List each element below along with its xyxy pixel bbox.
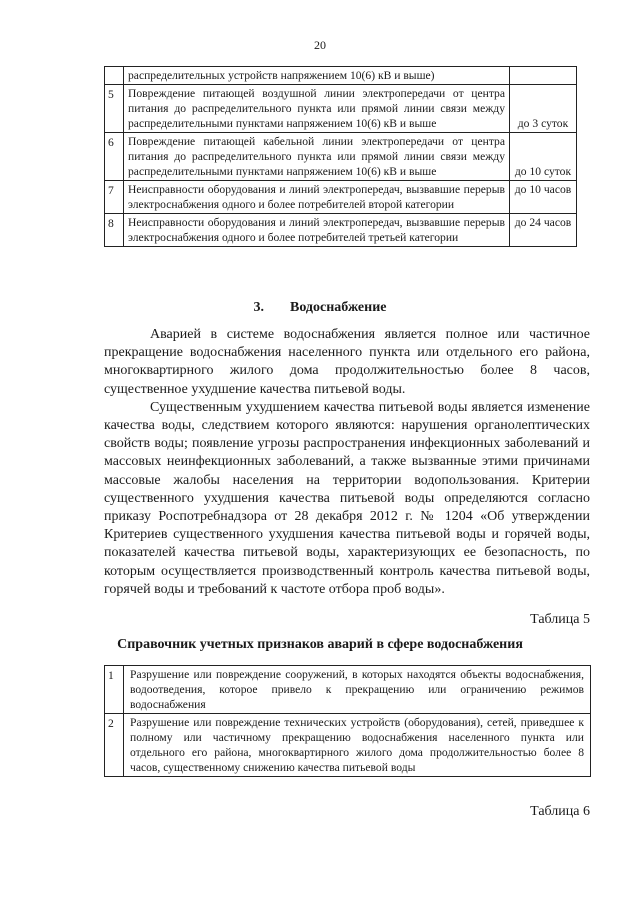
paragraph: Аварией в системе водоснабжения является полное или частичное прекращение водоснабжения населенного пункта или отдельного его района, многоквартирного жилого дома продолжительностью более 8 часов, существенное ухудшение качества питьевой воды. <box>104 327 590 397</box>
table-row <box>105 67 577 85</box>
row-duration: до 10 суток <box>510 133 577 181</box>
table-row <box>105 181 577 214</box>
row-description: Неисправности оборудования и линий электропередач, вызвавшие перерыв электроснабжения одного и более потребителей третьей категории <box>124 214 510 247</box>
row-number: 2 <box>105 714 124 777</box>
row-description: Разрушение или повреждение сооружений, в которых находятся объекты водоснабжения, водоотведения, которое привело к прекращению или ограничению режимов водоснабжения <box>124 666 591 714</box>
row-duration: до 10 часов <box>510 181 577 214</box>
page-number: 20 <box>314 38 326 52</box>
water-accident-table <box>104 665 591 777</box>
row-number: 1 <box>105 666 124 714</box>
paragraph: Существенным ухудшением качества питьевой воды является изменение качества воды, следствием которого являются: нарушения органолептических свойств воды; появление угрозы распространения инфекционных заболеваний и массовых неинфекционных заболеваний, а также вызванные этими причинами массовые жалобы населения на территории водопользования. Критерии существенного ухудшения качества питьевой воды определяются согласно приказу Роспотребнадзора от 28 декабря 2012 г. № 1204 «Об утверждении Критериев существенного ухудшения качества питьевой воды и горячей воды, показателей качества питьевой воды, характеризующих ее безопасность, по которым осуществляется производственный контроль качества питьевой воды, горячей воды и требований к частоте отбора проб воды». <box>104 399 590 597</box>
row-description: Повреждение питающей кабельной линии электропередачи от центра питания до распределительного пункта или прямой линии связи между распределительными пунктами напряжением 10(6) кВ и выше <box>124 133 510 181</box>
row-duration: до 3 суток <box>510 85 577 133</box>
section-title: Водоснабжение <box>290 300 387 315</box>
row-number: 7 <box>105 181 124 214</box>
section-number: 3. <box>253 300 264 315</box>
row-number: 6 <box>105 133 124 181</box>
table-row <box>105 714 591 777</box>
section-heading <box>0 300 640 316</box>
body-text <box>104 326 590 599</box>
table-row <box>105 133 577 181</box>
table-caption: Таблица 6 <box>530 804 590 819</box>
row-description: Неисправности оборудования и линий электропередач, вызвавшие перерыв электроснабжения одного и более потребителей второй категории <box>124 181 510 214</box>
row-description: Разрушение или повреждение технических устройств (оборудования), сетей, приведшее к полному или частичному прекращению водоснабжения населенного пункта или отдельного его района, многоквартирного жилого дома продолжительностью более 8 часов, существенному снижению качества питьевой воды <box>124 714 591 777</box>
table-row <box>105 666 591 714</box>
table-row <box>105 214 577 247</box>
row-duration: до 24 часов <box>510 214 577 247</box>
row-number: 5 <box>105 85 124 133</box>
row-duration <box>510 67 577 85</box>
row-number <box>105 67 124 85</box>
table-row <box>105 85 577 133</box>
row-description: Повреждение питающей воздушной линии электропередачи от центра питания до распределительного пункта или прямой линии связи между распределительными пунктами напряжением 10(6) кВ и выше <box>124 85 510 133</box>
row-number: 8 <box>105 214 124 247</box>
table-title: Справочник учетных признаков аварий в сфере водоснабжения <box>117 637 523 652</box>
electricity-accident-table <box>104 66 577 247</box>
row-description: распределительных устройств напряжением 10(6) кВ и выше) <box>124 67 510 85</box>
table-caption: Таблица 5 <box>530 612 590 627</box>
